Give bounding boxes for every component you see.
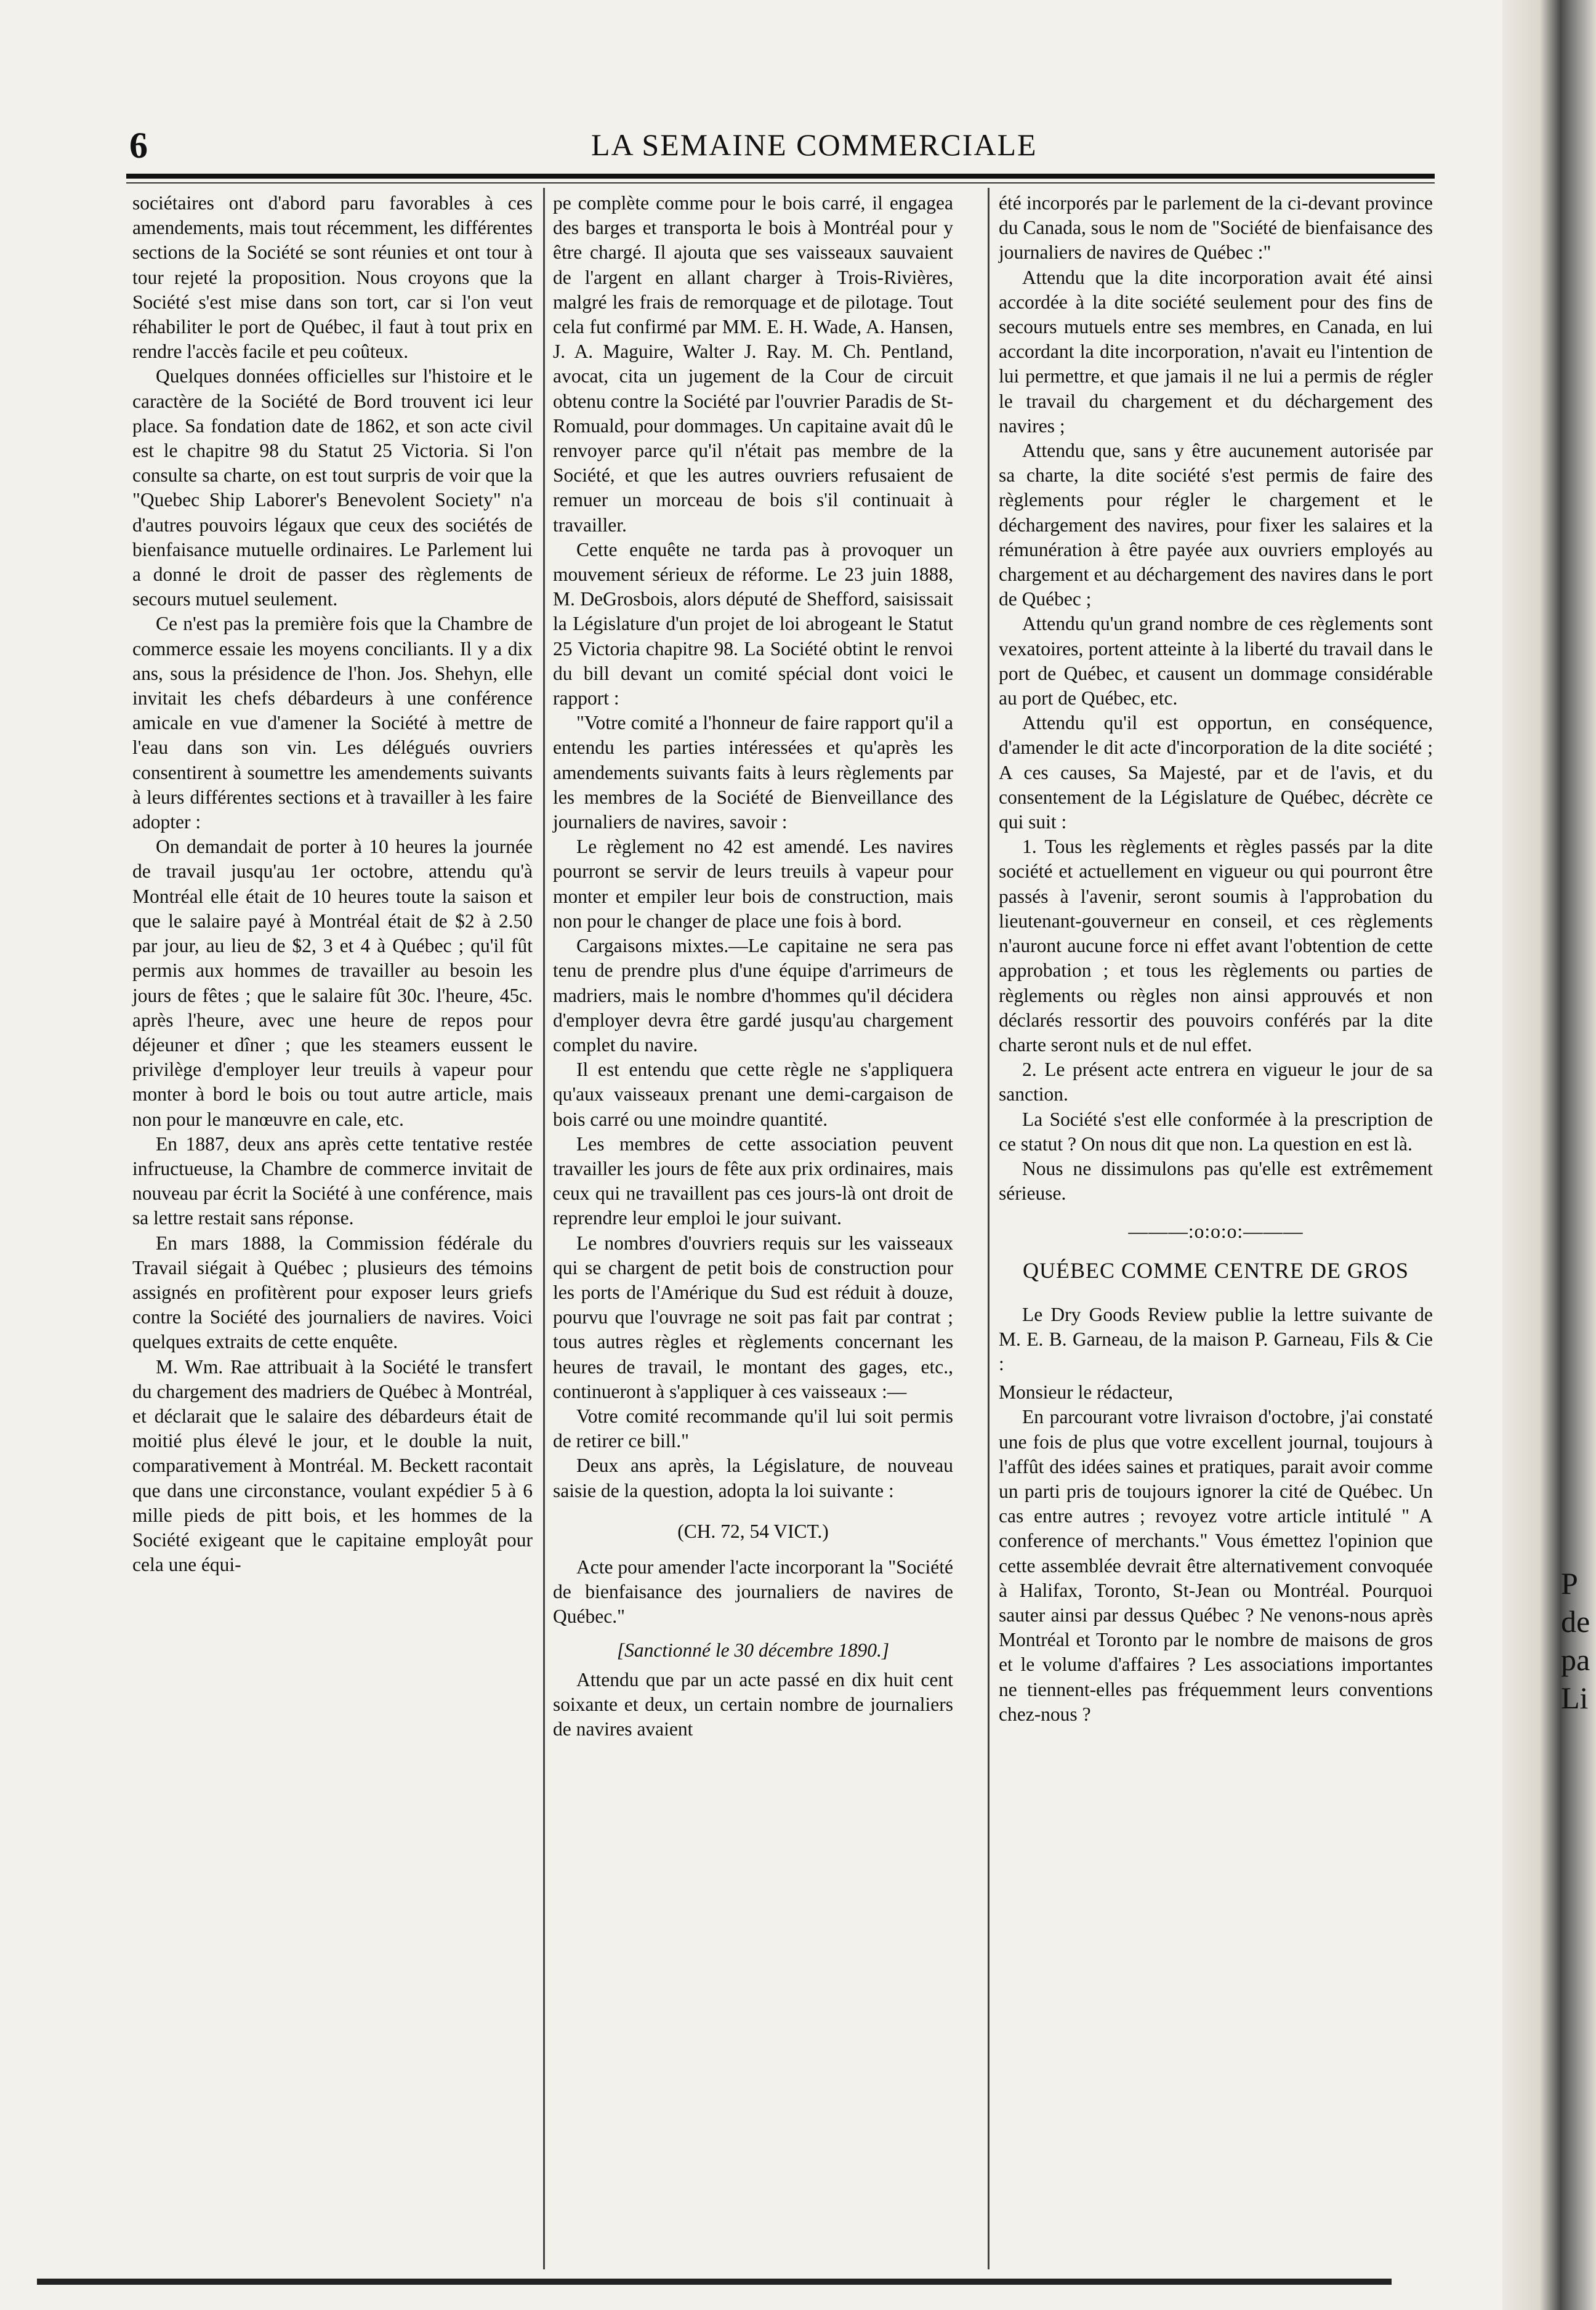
paragraph: En mars 1888, la Commission fédérale du Travail siégait à Québec ; plusieurs des témoins assignés en profitèrent pour exposer leurs griefs contre la Société des journaliers de navires. Voici quelques extraits de cette enquête.	[132, 1232, 533, 1353]
act-opening: Attendu que par un acte passé en dix huit cent soixante et deux, un certain nombre de journaliers de navires avaient	[553, 1668, 953, 1740]
paragraph: pe complète comme pour le bois carré, il engagea des barges et transporta le bois à Montréal pour y être chargé. Il ajouta que ses vaisseaux sauvaient de l'argent en allant charger à Trois-Rivières, malgré les frais de remorquage et de pilotage. Tout cela fut confirmé par MM. E. H. Wade, A. Hansen, J. A. Maguire, Walter J. Ray. M. Ch. Pentland, avocat, cita un jugement de la Cour de circuit obtenu contre la Société par l'ouvrier Paradis de St-Romuald, pour dommages. Un capitaine avait dû le renvoyer parce qu'il n'était pas membre de la Société, et que les autres ouvriers refusaient de remuer un morceau de bois s'il continuait à travailler.	[553, 192, 953, 536]
paragraph: Nous ne dissimulons pas qu'elle est extrêmement sérieuse.	[999, 1157, 1433, 1205]
paragraph: été incorporés par le parlement de la ci-devant province du Canada, sous le nom de "Société de bienfaisance des journaliers de navires de Québec :"	[999, 192, 1433, 264]
article-headline: QUÉBEC COMME CENTRE DE GROS	[1022, 1258, 1409, 1283]
paragraph: M. Wm. Rae attribuait à la Société le transfert du chargement des madriers de Québec à Montréal, et déclarait que le salaire des débardeurs était de moitié plus élevé le jour, et le double la nuit, comparativement à Montréal. M. Beckett racontait que dans une circonstance, voulant expédier 5 à 6 mille pieds de pitt bois, et les hommes de la Société exigeant que le capitaine employât pour cela une équi-	[132, 1355, 533, 1576]
paragraph: Les membres de cette association peuvent travailler les jours de fête aux prix ordinaires, mais ceux qui ne travaillent pas ces jours-là ont droit de reprendre leur emploi le jour suivant.	[553, 1133, 953, 1229]
edge-fragment: de	[1561, 1604, 1590, 1639]
paragraph: Le nombres d'ouvriers requis sur les vaisseaux qui se chargent de petit bois de construction pour les ports de l'Amérique du Sud est réduit à douze, pourvu que l'ouvrage ne soit pas fait par contrat ; tous autres règles et règlements concernant les heures de travail, le montant des gages, etc., continueront à s'appliquer à ces vaisseaux :—	[553, 1232, 953, 1402]
paragraph: Attendu que la dite incorporation avait été ainsi accordée à la dite société seulement pour des fins de secours mutuels entre ses membres, en Canada, en lui accordant la dite incorporation, n'avait eu l'intention de lui permettre, et que jamais il ne lui a permis de régler le travail du chargement et du déchargement des navires ;	[999, 266, 1433, 437]
column-2	[553, 191, 953, 1742]
act-title: Acte pour amender l'acte incorporant la "Société de bienfaisance des journaliers de navires de Québec."	[553, 1556, 953, 1628]
paragraph: On demandait de porter à 10 heures la journée de travail jusqu'au 1er octobre, attendu qu'à Montréal elle était de 10 heures toute la saison et que le salaire payé à Montréal était de $2 à 2.50 par jour, au lieu de $2, 3 et 4 à Québec ; qu'il fût permis aux hommes de travailler au besoin les jours de fêtes ; que le salaire fût 30c. l'heure, 45c. après l'heure, avec une heure de repos pour déjeuner et dîner ; que les steamers eussent le privilège d'employer leur treuils à vapeur pour monter à bord le bois ou tout autre article, mais non pour le manœuvre en cale, etc.	[132, 836, 533, 1130]
paragraph: Votre comité recommande qu'il lui soit permis de retirer ce bill."	[553, 1405, 953, 1452]
act-chapter: (CH. 72, 54 VICT.)	[677, 1520, 829, 1542]
act-sanction: [Sanctionné le 30 décembre 1890.]	[616, 1639, 890, 1661]
paragraph: Deux ans après, la Législature, de nouveau saisie de la question, adopta la loi suivante :	[553, 1455, 953, 1501]
paragraph: Attendu que, sans y être aucunement autorisée par sa charte, la dite société s'est permis de faire des règlements pour régler le chargement et le déchargement des navires, pour fixer les salaires et la rémunération à être payée aux ouvriers employés au chargement et au déchargement des navires dans le port de Québec ;	[999, 440, 1433, 610]
edge-fragment: Li	[1561, 1681, 1589, 1715]
adjacent-page-edge	[1502, 0, 1596, 2310]
paragraph: Le Dry Goods Review publie la lettre suivante de M. E. B. Garneau, de la maison P. Garneau, Fils & Cie :	[999, 1303, 1433, 1375]
paragraph: sociétaires ont d'abord paru favorables à ces amendements, mais tout récemment, les différentes sections de la Société se sont réunies et ont tour à tour rejeté la proposition. Nous croyons que la Société s'est mise dans son tort, car si l'on veut réhabiliter le port de Québec, il faut à tout prix en rendre l'accès facile et peu coûteux.	[132, 192, 533, 363]
header-rule-thick	[126, 174, 1435, 179]
salutation: Monsieur le rédacteur,	[999, 1381, 1173, 1403]
paragraph: Ce n'est pas la première fois que la Chambre de commerce essaie les moyens conciliants. Il y a dix ans, sous la présidence de l'hon. Jos. Shehyn, elle invitait les chefs débardeurs à une conférence amicale en vue d'amener la Société à mettre de l'eau dans son vin. Les délégués ouvriers consentirent à soumettre les amendements suivants à leurs différentes sections et à travailler à les faire adopter :	[132, 613, 533, 833]
paragraph: Cette enquête ne tarda pas à provoquer un mouvement sérieux de réforme. Le 23 juin 1888, M. DeGrosbois, alors député de Shefford, saisissait la Législature d'un projet de loi abrogeant le Statut 25 Victoria chapitre 98. La Société obtint le renvoi du bill devant un comité spécial dont voici le rapport :	[553, 538, 953, 709]
paragraph: Attendu qu'un grand nombre de ces règlements sont vexatoires, portent atteinte à la liberté du travail dans le port de Québec, et causent un dommage considérable au port de Québec, etc.	[999, 613, 1433, 709]
bottom-rule	[37, 2279, 1392, 2285]
paragraph: Il est entendu que cette règle ne s'appliquera qu'aux vaisseaux prenant une demi-cargaison de bois carré ou une moindre quantité.	[553, 1059, 953, 1130]
paragraph: 1. Tous les règlements et règles passés par la dite société et actuellement en vigueur ou qui pourront être passés à l'avenir, seront soumis à l'approbation du lieutenant-gouverneur en conseil, et ces règlements n'auront aucune force ni effet avant l'obtention de cette approbation ; et tous les règlements ou parties de règlements ou règles non ainsi approuvés et non déclarés ressortir des pouvoirs conférés par la dite charte seront nuls et de nul effet.	[999, 836, 1433, 1056]
paragraph: En 1887, deux ans après cette tentative restée infructueuse, la Chambre de commerce invitait de nouveau par écrit la Société à une conférence, mais sa lettre restait sans réponse.	[132, 1133, 533, 1229]
paragraph: Cargaisons mixtes.—Le capitaine ne sera pas tenu de prendre plus d'une équipe d'arrimeurs de madriers, mais le nombre d'hommes qu'il décidera d'employer devra être gardé jusqu'au chargement complet du navire.	[553, 935, 953, 1056]
paragraph: "Votre comité a l'honneur de faire rapport qu'il a entendu les parties intéressées et qu'après les amendements suivants faits à leurs règlements par les membres de la Société de Bienveillance des journaliers de navires, savoir :	[553, 712, 953, 833]
page-number: 6	[129, 125, 148, 166]
paragraph: Le règlement no 42 est amendé. Les navires pourront se servir de leurs treuils à vapeur pour monter et empiler leur bois de construction, mais non pour le changer de place une fois à bord.	[553, 836, 953, 932]
paragraph: En parcourant votre livraison d'octobre, j'ai constaté une fois de plus que votre excellent journal, toujours à l'affût des idées saines et pratiques, parait avoir comme un parti pris de toujours ignorer la cité de Québec. Un cas entre autres ; revoyez votre article intitulé " A conference of merchants." Vous émettez l'opinion que cette assemblée devrait être alternativement convoquée à Halifax, Toronto, St-Jean ou Montréal. Pourquoi sauter ainsi par dessus Québec ? Ne venons-nous après Montréal et Toronto par le nombre de maisons de gros et le volume d'affaires ? Les associations importantes ne tiennent-elles pas fréquemment leurs conventions chez-nous ?	[999, 1406, 1433, 1725]
section-separator: ———:o:o:o:———	[1128, 1221, 1304, 1243]
column-separator	[543, 188, 545, 2269]
column-3	[999, 191, 1433, 1727]
adjacent-page-fragments	[1561, 1564, 1596, 1717]
paragraph: La Société s'est elle conformée à la prescription de ce statut ? On nous dit que non. La question en est là.	[999, 1108, 1433, 1155]
edge-fragment: P	[1561, 1566, 1578, 1601]
header-rule-thin	[126, 182, 1435, 184]
column-1	[132, 191, 533, 1577]
paragraph: Quelques données officielles sur l'histoire et le caractère de la Société de Bord trouvent ici leur place. Sa fondation date de 1862, et son acte civil est le chapitre 98 du Statut 25 Victoria. Si l'on consulte sa charte, on est tout surpris de voir que la "Quebec Ship Laborer's Benevolent Society" n'a d'autres pouvoirs légaux que ceux des sociétés de bienfaisance mutuelle ordinaires. Le Parlement lui a donné le droit de passer des règlements de secours mutuel seulement.	[132, 365, 533, 610]
column-separator	[988, 188, 989, 2269]
paragraph: 2. Le présent acte entrera en vigueur le jour de sa sanction.	[999, 1059, 1433, 1105]
paragraph: Attendu qu'il est opportun, en conséquence, d'amender le dit acte d'incorporation de la dite société ; A ces causes, Sa Majesté, par et de l'avis, et du consentement de la Législature de Québec, décrète ce qui suit :	[999, 712, 1433, 833]
running-head: LA SEMAINE COMMERCIALE	[591, 127, 1038, 162]
edge-fragment: pa	[1561, 1642, 1590, 1677]
